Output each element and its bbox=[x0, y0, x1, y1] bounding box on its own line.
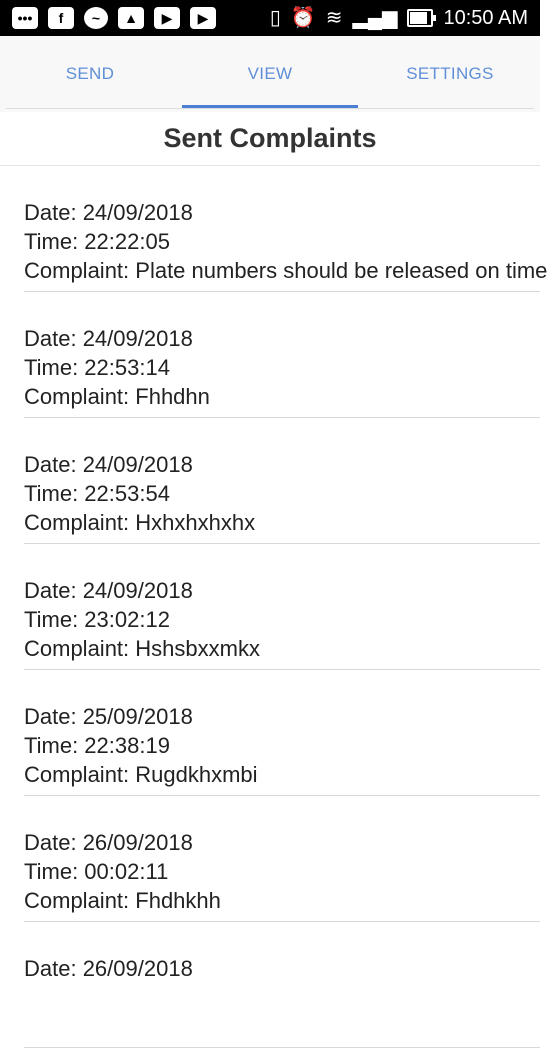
battery-level bbox=[410, 12, 427, 24]
wifi-icon: ≋ bbox=[325, 7, 343, 29]
vibrate-icon: ▯ bbox=[269, 7, 281, 29]
complaint-complaint: Complaint: Plate numbers should be released on time bbox=[24, 258, 547, 283]
complaint-time: Time: 22:53:14 bbox=[24, 355, 170, 380]
complaint-complaint: Complaint: Fhdhkhh bbox=[24, 888, 221, 913]
list-item[interactable] bbox=[24, 418, 540, 544]
facebook-icon: f bbox=[48, 7, 74, 29]
complaint-time: Time: 00:02:11 bbox=[24, 859, 169, 884]
complaint-time: Time: 22:22:05 bbox=[24, 229, 170, 254]
list-item[interactable] bbox=[24, 292, 540, 418]
complaint-date: Date: 24/09/2018 bbox=[24, 326, 193, 351]
signal-icon: ▂▄▆ bbox=[352, 7, 398, 29]
messenger-icon: ~ bbox=[84, 7, 108, 29]
complaint-complaint: Complaint: Hshsbxxmkx bbox=[24, 636, 260, 661]
complaint-date: Date: 24/09/2018 bbox=[24, 578, 193, 603]
notification-icons bbox=[12, 7, 216, 29]
complaint-date: Date: 24/09/2018 bbox=[24, 200, 193, 225]
complaint-time: Time: 23:02:12 bbox=[24, 607, 170, 632]
complaint-complaint: Complaint: Hxhxhxhxhx bbox=[24, 510, 256, 535]
complaint-date: Date: 26/09/2018 bbox=[24, 956, 193, 981]
chat-icon: ••• bbox=[12, 7, 38, 29]
tab-settings[interactable]: SETTINGS bbox=[406, 64, 494, 83]
battery-icon bbox=[407, 9, 433, 27]
complaint-date: Date: 24/09/2018 bbox=[24, 452, 193, 477]
youtube-icon: ▶ bbox=[154, 7, 180, 29]
list-item[interactable] bbox=[24, 670, 540, 796]
list-item[interactable] bbox=[24, 796, 540, 922]
list-item[interactable] bbox=[24, 922, 540, 1048]
gallery-icon: ▲ bbox=[118, 7, 144, 29]
clock: 10:50 AM bbox=[443, 6, 528, 29]
complaint-date: Date: 25/09/2018 bbox=[24, 704, 193, 729]
page-header bbox=[0, 112, 540, 166]
tab-divider bbox=[6, 108, 534, 109]
tab-send[interactable]: SEND bbox=[65, 64, 115, 83]
list-item[interactable] bbox=[24, 544, 540, 670]
tab-bar bbox=[0, 36, 540, 120]
complaint-complaint: Complaint: Rugdkhxmbi bbox=[24, 762, 258, 787]
complaint-time: Time: 22:53:54 bbox=[24, 481, 170, 506]
alarm-icon: ⏰ bbox=[290, 7, 316, 29]
complaint-date: Date: 26/09/2018 bbox=[24, 830, 193, 855]
tab-view[interactable]: VIEW bbox=[180, 36, 360, 114]
list-item[interactable] bbox=[24, 166, 547, 292]
complaint-complaint: Complaint: Fhhdhn bbox=[24, 384, 210, 409]
complaint-list[interactable] bbox=[24, 166, 547, 1048]
page-title: Sent Complaints bbox=[163, 123, 377, 153]
complaint-time: Time: 22:38:19 bbox=[24, 733, 170, 758]
status-bar bbox=[0, 0, 540, 36]
system-icons bbox=[270, 7, 528, 30]
youtube-icon: ▶ bbox=[190, 7, 216, 29]
